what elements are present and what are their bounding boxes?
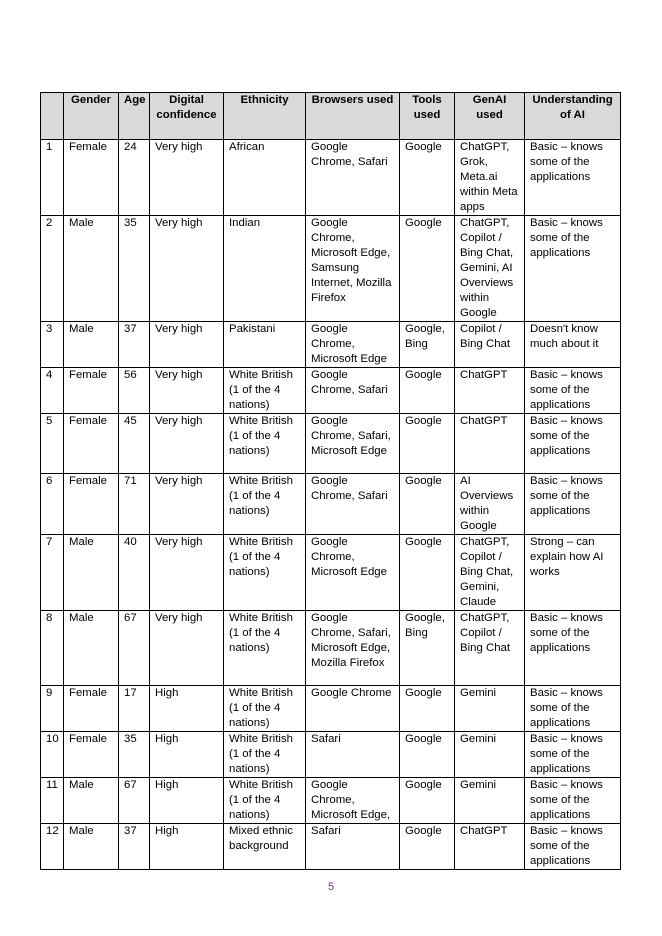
table-row	[41, 322, 621, 368]
cell-understanding-of-ai: Basic – knows some of the applications	[525, 414, 621, 474]
cell-browsers-used: Safari	[306, 824, 400, 870]
cell-browsers-used: Safari	[306, 732, 400, 778]
cell-digital-confidence: Very high	[150, 140, 224, 216]
cell-gender: Male	[64, 611, 119, 686]
cell-digital-confidence: Very high	[150, 414, 224, 474]
cell-gender: Female	[64, 686, 119, 732]
cell-understanding-of-ai: Basic – knows some of the applications	[525, 686, 621, 732]
participants-table	[40, 92, 621, 870]
cell-index: 12	[41, 824, 64, 870]
cell-gender: Male	[64, 216, 119, 322]
cell-genai-used: ChatGPT	[455, 824, 525, 870]
cell-digital-confidence: High	[150, 732, 224, 778]
cell-index: 2	[41, 216, 64, 322]
cell-index: 10	[41, 732, 64, 778]
table-body	[41, 140, 621, 870]
cell-browsers-used: Google Chrome, Safari, Microsoft Edge, Mozilla Firefox	[306, 611, 400, 686]
cell-index: 1	[41, 140, 64, 216]
cell-tools-used: Google	[400, 824, 455, 870]
cell-tools-used: Google, Bing	[400, 322, 455, 368]
cell-tools-used: Google	[400, 535, 455, 611]
cell-index: 9	[41, 686, 64, 732]
cell-genai-used: ChatGPT	[455, 414, 525, 474]
cell-age: 37	[119, 322, 150, 368]
cell-genai-used: Gemini	[455, 732, 525, 778]
cell-gender: Female	[64, 474, 119, 535]
cell-tools-used: Google	[400, 686, 455, 732]
cell-gender: Female	[64, 414, 119, 474]
table-row	[41, 778, 621, 824]
cell-browsers-used: Google Chrome, Microsoft Edge	[306, 322, 400, 368]
table-row	[41, 414, 621, 474]
table-row	[41, 824, 621, 870]
cell-browsers-used: Google Chrome, Microsoft Edge	[306, 535, 400, 611]
cell-digital-confidence: High	[150, 824, 224, 870]
cell-gender: Female	[64, 368, 119, 414]
cell-understanding-of-ai: Basic – knows some of the applications	[525, 611, 621, 686]
cell-tools-used: Google	[400, 368, 455, 414]
cell-digital-confidence: Very high	[150, 535, 224, 611]
cell-tools-used: Google	[400, 732, 455, 778]
cell-age: 56	[119, 368, 150, 414]
cell-genai-used: Copilot / Bing Chat	[455, 322, 525, 368]
cell-age: 37	[119, 824, 150, 870]
cell-gender: Female	[64, 732, 119, 778]
cell-ethnicity: Mixed ethnic background	[224, 824, 306, 870]
cell-ethnicity: White British (1 of the 4 nations)	[224, 686, 306, 732]
cell-ethnicity: White British (1 of the 4 nations)	[224, 732, 306, 778]
cell-understanding-of-ai: Basic – knows some of the applications	[525, 778, 621, 824]
cell-browsers-used: Google Chrome, Microsoft Edge,	[306, 778, 400, 824]
cell-genai-used: ChatGPT, Copilot / Bing Chat, Gemini, AI Overviews within Google	[455, 216, 525, 322]
cell-digital-confidence: Very high	[150, 322, 224, 368]
table-row	[41, 474, 621, 535]
cell-tools-used: Google	[400, 216, 455, 322]
cell-ethnicity: Indian	[224, 216, 306, 322]
header-cell-browsers-used: Browsers used	[306, 93, 400, 140]
cell-browsers-used: Google Chrome, Safari	[306, 368, 400, 414]
cell-genai-used: ChatGPT, Copilot / Bing Chat	[455, 611, 525, 686]
cell-age: 24	[119, 140, 150, 216]
header-cell-understanding-of-ai: Understanding of AI	[525, 93, 621, 140]
cell-index: 3	[41, 322, 64, 368]
cell-index: 11	[41, 778, 64, 824]
cell-digital-confidence: Very high	[150, 474, 224, 535]
table-row	[41, 732, 621, 778]
cell-genai-used: Gemini	[455, 778, 525, 824]
cell-age: 67	[119, 778, 150, 824]
cell-understanding-of-ai: Basic – knows some of the applications	[525, 140, 621, 216]
cell-tools-used: Google	[400, 414, 455, 474]
cell-gender: Male	[64, 824, 119, 870]
cell-age: 45	[119, 414, 150, 474]
cell-tools-used: Google	[400, 778, 455, 824]
cell-digital-confidence: Very high	[150, 611, 224, 686]
cell-genai-used: AI Overviews within Google	[455, 474, 525, 535]
cell-digital-confidence: Very high	[150, 368, 224, 414]
cell-browsers-used: Google Chrome, Safari	[306, 474, 400, 535]
cell-understanding-of-ai: Basic – knows some of the applications	[525, 732, 621, 778]
header-cell-age: Age	[119, 93, 150, 140]
cell-genai-used: ChatGPT, Copilot / Bing Chat, Gemini, Claude	[455, 535, 525, 611]
cell-index: 4	[41, 368, 64, 414]
cell-understanding-of-ai: Strong – can explain how AI works	[525, 535, 621, 611]
cell-index: 5	[41, 414, 64, 474]
cell-ethnicity: White British (1 of the 4 nations)	[224, 611, 306, 686]
cell-index: 8	[41, 611, 64, 686]
cell-age: 35	[119, 216, 150, 322]
header-cell-index	[41, 93, 64, 140]
cell-index: 6	[41, 474, 64, 535]
table-row	[41, 368, 621, 414]
cell-gender: Female	[64, 140, 119, 216]
cell-gender: Male	[64, 322, 119, 368]
cell-ethnicity: White British (1 of the 4 nations)	[224, 474, 306, 535]
cell-ethnicity: White British (1 of the 4 nations)	[224, 414, 306, 474]
cell-ethnicity: White British (1 of the 4 nations)	[224, 778, 306, 824]
table-row	[41, 611, 621, 686]
cell-understanding-of-ai: Basic – knows some of the applications	[525, 824, 621, 870]
cell-age: 40	[119, 535, 150, 611]
cell-browsers-used: Google Chrome, Safari	[306, 140, 400, 216]
cell-genai-used: ChatGPT	[455, 368, 525, 414]
cell-genai-used: Gemini	[455, 686, 525, 732]
cell-ethnicity: Pakistani	[224, 322, 306, 368]
cell-understanding-of-ai: Basic – knows some of the applications	[525, 474, 621, 535]
cell-ethnicity: White British (1 of the 4 nations)	[224, 368, 306, 414]
cell-understanding-of-ai: Basic – knows some of the applications	[525, 368, 621, 414]
cell-age: 35	[119, 732, 150, 778]
cell-browsers-used: Google Chrome, Safari, Microsoft Edge	[306, 414, 400, 474]
table-row	[41, 535, 621, 611]
cell-browsers-used: Google Chrome	[306, 686, 400, 732]
table-row	[41, 686, 621, 732]
cell-tools-used: Google, Bing	[400, 611, 455, 686]
cell-genai-used: ChatGPT, Grok, Meta.ai within Meta apps	[455, 140, 525, 216]
cell-tools-used: Google	[400, 474, 455, 535]
cell-digital-confidence: High	[150, 778, 224, 824]
cell-ethnicity: White British (1 of the 4 nations)	[224, 535, 306, 611]
header-cell-gender: Gender	[64, 93, 119, 140]
cell-browsers-used: Google Chrome, Microsoft Edge, Samsung Internet, Mozilla Firefox	[306, 216, 400, 322]
cell-index: 7	[41, 535, 64, 611]
header-cell-genai-used: GenAI used	[455, 93, 525, 140]
cell-age: 17	[119, 686, 150, 732]
cell-digital-confidence: High	[150, 686, 224, 732]
cell-gender: Male	[64, 535, 119, 611]
table-row	[41, 140, 621, 216]
cell-digital-confidence: Very high	[150, 216, 224, 322]
cell-understanding-of-ai: Doesn't know much about it	[525, 322, 621, 368]
header-cell-ethnicity: Ethnicity	[224, 93, 306, 140]
cell-gender: Male	[64, 778, 119, 824]
page-number: 5	[327, 881, 335, 893]
cell-understanding-of-ai: Basic – knows some of the applications	[525, 216, 621, 322]
header-cell-tools-used: Tools used	[400, 93, 455, 140]
cell-tools-used: Google	[400, 140, 455, 216]
cell-ethnicity: African	[224, 140, 306, 216]
cell-age: 67	[119, 611, 150, 686]
header-cell-digital-confidence: Digital confidence	[150, 93, 224, 140]
table-header-row	[41, 93, 621, 140]
table-row	[41, 216, 621, 322]
cell-age: 71	[119, 474, 150, 535]
